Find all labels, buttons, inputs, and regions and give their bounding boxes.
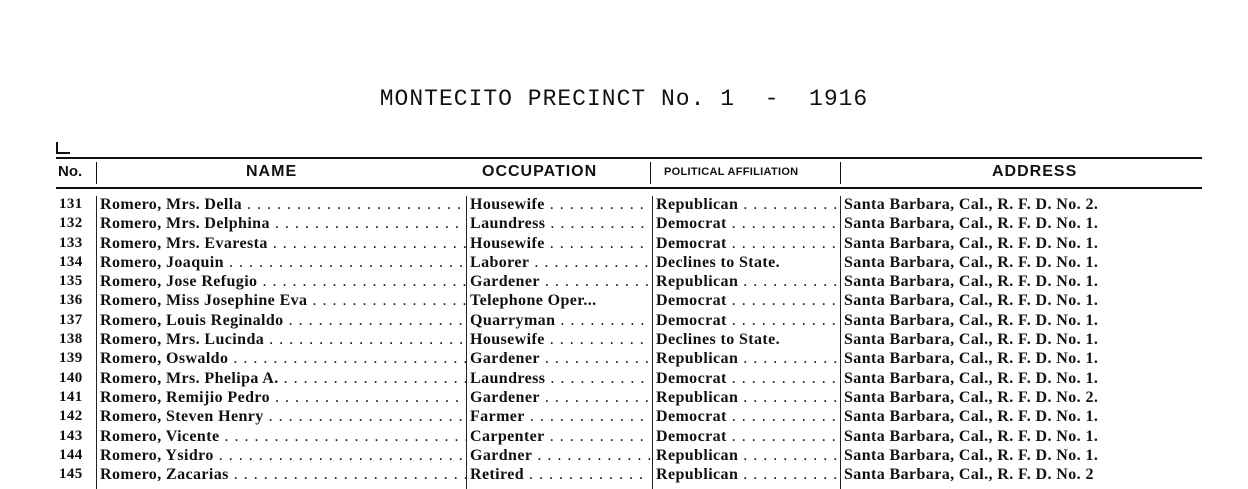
row-name: Romero, Jose Refugio . . . <box>100 272 466 291</box>
row-address: Santa Barbara, Cal., R. F. D. No. 2. <box>844 196 1099 213</box>
row-political: Republican . . . <box>656 388 838 407</box>
row-number: 138 <box>59 331 83 348</box>
row-political: Republican . . . <box>656 465 838 484</box>
table-row <box>56 330 1216 349</box>
row-number: 134 <box>59 253 83 270</box>
row-address: Santa Barbara, Cal., R. F. D. No. 1. <box>844 273 1099 291</box>
row-number: 140 <box>59 369 83 386</box>
table-row <box>56 369 1216 388</box>
table-row <box>56 465 1216 484</box>
row-occupation: Farmer . . . <box>470 407 650 426</box>
row-occupation: Laundress . . . <box>470 214 650 233</box>
row-address: Santa Barbara, Cal., R. F. D. No. 1. <box>844 427 1099 445</box>
row-address: Santa Barbara, Cal., R. F. D. No. 1. <box>844 369 1099 387</box>
row-address: Santa Barbara, Cal., R. F. D. No. 1. <box>844 292 1099 310</box>
row-number: 144 <box>59 446 83 463</box>
row-number: 141 <box>59 388 83 405</box>
row-name: Romero, Vicente . . . <box>100 427 466 446</box>
header-name: NAME <box>246 163 298 180</box>
table-row <box>56 311 1216 330</box>
row-number: 136 <box>59 292 83 309</box>
row-address: Santa Barbara, Cal., R. F. D. No. 1. <box>844 408 1099 426</box>
table-header <box>56 160 1202 186</box>
header-no: No. <box>58 163 83 180</box>
row-name: Romero, Steven Henry . . . <box>100 407 466 426</box>
row-number: 145 <box>59 466 83 483</box>
page-title: MONTECITO PRECINCT No. 1 - 1916 <box>379 86 869 112</box>
row-political: Republican . . . <box>656 195 838 214</box>
header-divider <box>840 162 841 184</box>
row-occupation: Telephone Oper... <box>470 292 597 310</box>
row-name: Romero, Mrs. Phelipa A. . . . <box>100 369 466 388</box>
row-occupation: Gardner . . . <box>470 446 650 465</box>
row-number: 142 <box>59 408 83 425</box>
row-name: Romero, Joaquin . . . <box>100 253 466 272</box>
row-number: 139 <box>59 350 83 367</box>
row-political: Democrat . . . <box>656 407 838 426</box>
row-name: Romero, Mrs. Evaresta . . . <box>100 234 466 253</box>
table-row <box>56 291 1216 310</box>
header-address: ADDRESS <box>992 163 1078 180</box>
table-row <box>56 388 1216 407</box>
row-name: Romero, Zacarias . . . <box>100 465 466 484</box>
row-political: Republican . . . <box>656 272 838 291</box>
table-row <box>56 407 1216 426</box>
row-number: 137 <box>59 311 83 328</box>
row-name: Romero, Oswaldo . . . <box>100 349 466 368</box>
row-number: 131 <box>59 196 83 212</box>
row-number: 143 <box>59 427 83 444</box>
row-number: 135 <box>59 273 83 290</box>
row-occupation: Laborer . . . <box>470 253 650 272</box>
row-occupation: Housewife . . . <box>470 234 650 253</box>
row-name: Romero, Mrs. Delphina . . . <box>100 214 466 233</box>
row-address: Santa Barbara, Cal., R. F. D. No. 1. <box>844 311 1099 329</box>
table-row <box>56 446 1216 465</box>
header-political: POLITICAL AFFILIATION <box>664 166 799 178</box>
row-address: Santa Barbara, Cal., R. F. D. No. 1. <box>844 253 1099 271</box>
row-political: Democrat . . . <box>656 291 838 310</box>
row-address: Santa Barbara, Cal., R. F. D. No. 2 <box>844 466 1094 484</box>
table-row <box>56 349 1216 368</box>
row-number: 133 <box>59 234 83 251</box>
row-address: Santa Barbara, Cal., R. F. D. No. 1. <box>844 350 1099 368</box>
row-address: Santa Barbara, Cal., R. F. D. No. 1. <box>844 331 1099 349</box>
corner-mark <box>56 142 70 154</box>
row-name: Romero, Mrs. Della . . . <box>100 195 466 214</box>
header-top-rule <box>56 157 1202 159</box>
row-occupation: Carpenter . . . <box>470 427 650 446</box>
row-political: Declines to State. <box>656 331 781 349</box>
row-address: Santa Barbara, Cal., R. F. D. No. 1. <box>844 234 1099 252</box>
row-address: Santa Barbara, Cal., R. F. D. No. 2. <box>844 388 1099 406</box>
table-row <box>56 195 1216 214</box>
row-name: Romero, Louis Reginaldo . . . <box>100 311 466 330</box>
row-political: Democrat . . . <box>656 214 838 233</box>
table-row <box>56 427 1216 446</box>
row-occupation: Gardener . . . <box>470 272 650 291</box>
row-political: Democrat . . . <box>656 369 838 388</box>
header-occupation: OCCUPATION <box>482 163 598 180</box>
row-political: Declines to State. <box>656 253 781 271</box>
row-political: Republican . . . <box>656 349 838 368</box>
row-occupation: Housewife . . . <box>470 195 650 214</box>
table-row <box>56 234 1216 253</box>
row-political: Republican . . . <box>656 446 838 465</box>
row-occupation: Quarryman . . . <box>470 311 650 330</box>
row-address: Santa Barbara, Cal., R. F. D. No. 1. <box>844 446 1099 464</box>
header-divider <box>96 162 97 184</box>
row-name: Romero, Ysidro . . . <box>100 446 466 465</box>
table-row <box>56 272 1216 291</box>
row-political: Democrat . . . <box>656 234 838 253</box>
row-occupation: Gardener . . . <box>470 349 650 368</box>
row-name: Romero, Mrs. Lucinda . . . <box>100 330 466 349</box>
table-row <box>56 214 1216 233</box>
row-address: Santa Barbara, Cal., R. F. D. No. 1. <box>844 215 1099 233</box>
table-row <box>56 253 1216 272</box>
row-name: Romero, Remijio Pedro . . . <box>100 388 466 407</box>
header-bottom-rule <box>56 187 1202 189</box>
row-occupation: Retired . . . <box>470 465 650 484</box>
row-political: Democrat . . . <box>656 427 838 446</box>
row-number: 132 <box>59 215 83 232</box>
row-occupation: Gardener . . . <box>470 388 650 407</box>
row-political: Democrat . . . <box>656 311 838 330</box>
header-divider <box>650 162 651 184</box>
row-occupation: Laundress . . . <box>470 369 650 388</box>
voter-table <box>56 195 1216 484</box>
row-occupation: Housewife . . . <box>470 330 650 349</box>
row-name: Romero, Miss Josephine Eva . . . <box>100 291 466 310</box>
